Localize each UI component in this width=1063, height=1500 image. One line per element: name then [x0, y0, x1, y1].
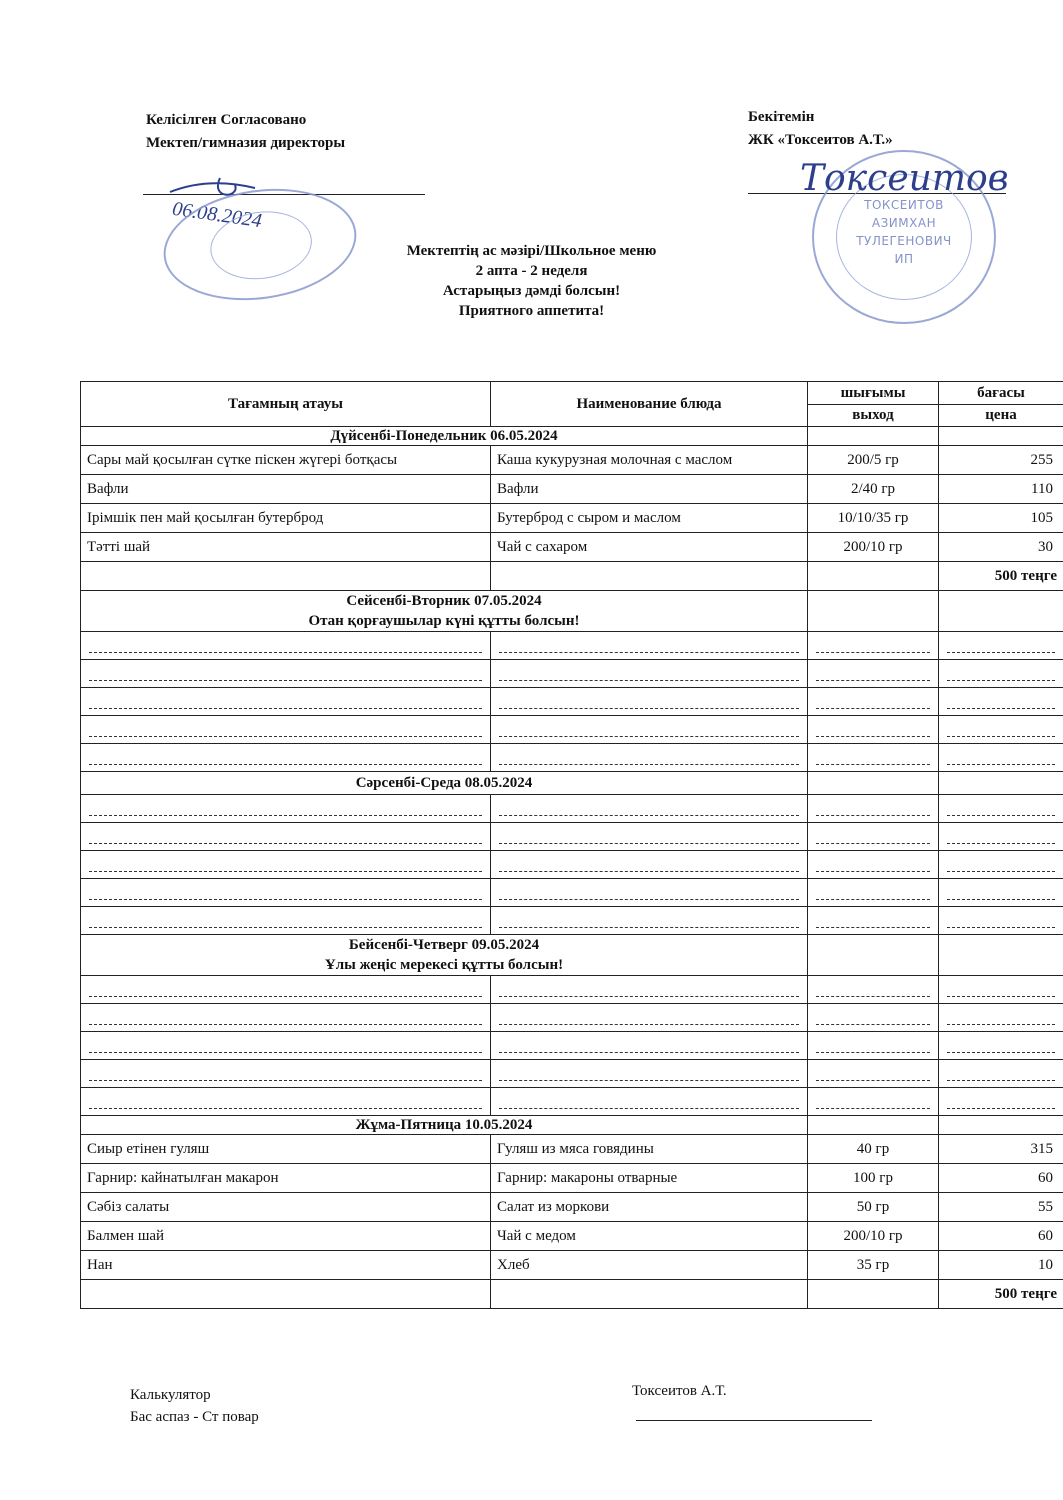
- day-title: Дүйсенбі-Понедельник 06.05.2024: [81, 427, 808, 446]
- dish-kz: Ірімшік пен май қосылған бутерброд: [81, 504, 491, 533]
- title-line-4: Приятного аппетита!: [458, 303, 605, 319]
- title-line-1: Мектептің ас мәзірі/Школьное меню: [406, 243, 657, 259]
- total-row: [81, 562, 1063, 591]
- title-line-2: 2 апта - 2 неделя: [475, 263, 588, 279]
- col-header-ru: Наименование блюда: [491, 382, 808, 427]
- title-line-3: Астарыңыз дәмді болсын!: [442, 283, 621, 299]
- empty-row: [81, 907, 1063, 935]
- approve-block: [748, 106, 893, 152]
- dish-output: 100 гр: [808, 1164, 939, 1193]
- table-row: [81, 1251, 1063, 1280]
- empty-row: [81, 851, 1063, 879]
- dish-output: 10/10/35 гр: [808, 504, 939, 533]
- table-row: [81, 1135, 1063, 1164]
- empty-row: [81, 1032, 1063, 1060]
- dish-ru: Чай с сахаром: [491, 533, 808, 562]
- table-row: [81, 475, 1063, 504]
- dish-price: 315: [939, 1135, 1063, 1164]
- dish-price: 60: [939, 1222, 1063, 1251]
- stamp-line-4: ИП: [894, 252, 914, 266]
- empty-row: [81, 823, 1063, 851]
- dish-price: 30: [939, 533, 1063, 562]
- dish-ru: Вафли: [491, 475, 808, 504]
- dish-ru: Бутерброд с сыром и маслом: [491, 504, 808, 533]
- approve-label: Бекітемін: [748, 109, 815, 125]
- day-title-block: [81, 935, 808, 976]
- col-header-kz: Тағамның атауы: [81, 382, 491, 427]
- empty-row: [81, 660, 1063, 688]
- day-wish: Отан қорғаушылар күні құтты болсын!: [308, 613, 580, 629]
- col-header-output-kz: шығымы: [808, 382, 939, 405]
- dish-output: 200/5 гр: [808, 446, 939, 475]
- menu-title: [0, 241, 1063, 321]
- dish-output: 35 гр: [808, 1251, 939, 1280]
- dish-ru: Каша кукурузная молочная с маслом: [491, 446, 808, 475]
- company-label: ЖК «Токсеитов А.Т.»: [748, 132, 893, 148]
- empty-row: [81, 716, 1063, 744]
- empty-row: [81, 976, 1063, 1004]
- col-header-price-ru: цена: [939, 405, 1063, 427]
- dish-kz: Сары май қосылған сүтке піскен жүгері ботқасы: [81, 446, 491, 475]
- day-row: [81, 772, 1063, 795]
- table-row: [81, 1164, 1063, 1193]
- day-row: [81, 591, 1063, 632]
- empty-row: [81, 1060, 1063, 1088]
- approval-block: [146, 109, 345, 155]
- signature-date: 06.08.2024: [170, 197, 264, 233]
- dish-price: 55: [939, 1193, 1063, 1222]
- day-title: Сейсенбі-Вторник 07.05.2024: [346, 593, 542, 609]
- table-row: [81, 504, 1063, 533]
- dish-kz: Вафли: [81, 475, 491, 504]
- day-row: [81, 1116, 1063, 1135]
- col-header-price-kz: бағасы: [939, 382, 1063, 405]
- dish-output: 40 гр: [808, 1135, 939, 1164]
- stamp-line-2: АЗИМХАН: [871, 216, 937, 230]
- dish-kz: Сиыр етінен гуляш: [81, 1135, 491, 1164]
- day-wish: Ұлы жеңіс мерекесі құтты болсын!: [324, 957, 564, 973]
- dish-output: 200/10 гр: [808, 533, 939, 562]
- dish-kz: Нан: [81, 1251, 491, 1280]
- table-row: [81, 446, 1063, 475]
- dish-kz: Балмен шай: [81, 1222, 491, 1251]
- col-header-output-ru: выход: [808, 405, 939, 427]
- total-row: [81, 1280, 1063, 1309]
- empty-row: [81, 1004, 1063, 1032]
- day-title: Сәрсенбі-Среда 08.05.2024: [81, 772, 808, 795]
- day-total: 500 теңге: [939, 1280, 1063, 1309]
- dish-output: 2/40 гр: [808, 475, 939, 504]
- day-row: [81, 935, 1063, 976]
- day-title-block: [81, 591, 808, 632]
- director-label: Мектеп/гимназия директоры: [146, 135, 346, 151]
- table-row: [81, 1193, 1063, 1222]
- day-row: [81, 427, 1063, 446]
- owner-signature: Токсеитов: [800, 158, 1009, 199]
- dish-price: 255: [939, 446, 1063, 475]
- chef-label: Бас аспаз - Ст повар: [130, 1409, 259, 1425]
- dish-price: 60: [939, 1164, 1063, 1193]
- dish-ru: Гуляш из мяса говядины: [491, 1135, 808, 1164]
- dish-kz: Тәтті шай: [81, 533, 491, 562]
- calculator-label: Калькулятор: [130, 1387, 211, 1403]
- empty-row: [81, 795, 1063, 823]
- empty-row: [81, 688, 1063, 716]
- dish-ru: Хлеб: [491, 1251, 808, 1280]
- empty-row: [81, 879, 1063, 907]
- stamp-line-3: ТУЛЕГЕНОВИЧ: [856, 234, 952, 248]
- dish-output: 50 гр: [808, 1193, 939, 1222]
- day-title: Жұма-Пятница 10.05.2024: [81, 1116, 808, 1135]
- table-row: [81, 533, 1063, 562]
- dish-ru: Гарнир: макароны отварные: [491, 1164, 808, 1193]
- table-header-row: [81, 382, 1063, 405]
- day-total: 500 теңге: [939, 562, 1063, 591]
- footer-left: [130, 1384, 259, 1428]
- footer-signature-line: [636, 1420, 872, 1421]
- dish-kz: Гарнир: кайнатылған макарон: [81, 1164, 491, 1193]
- table-row: [81, 1222, 1063, 1251]
- stamp-line-1: ТОКСЕИТОВ: [864, 198, 944, 212]
- day-title: Бейсенбі-Четверг 09.05.2024: [348, 937, 540, 953]
- empty-row: [81, 632, 1063, 660]
- menu-table: [80, 381, 1063, 1309]
- dish-price: 110: [939, 475, 1063, 504]
- dish-kz: Сәбіз салаты: [81, 1193, 491, 1222]
- empty-row: [81, 744, 1063, 772]
- dish-ru: Чай с медом: [491, 1222, 808, 1251]
- footer-right-name: Токсеитов А.Т.: [632, 1383, 727, 1399]
- dish-price: 105: [939, 504, 1063, 533]
- dish-output: 200/10 гр: [808, 1222, 939, 1251]
- approval-label: Келісілген Согласовано: [146, 112, 307, 128]
- empty-row: [81, 1088, 1063, 1116]
- dish-price: 10: [939, 1251, 1063, 1280]
- dish-ru: Салат из моркови: [491, 1193, 808, 1222]
